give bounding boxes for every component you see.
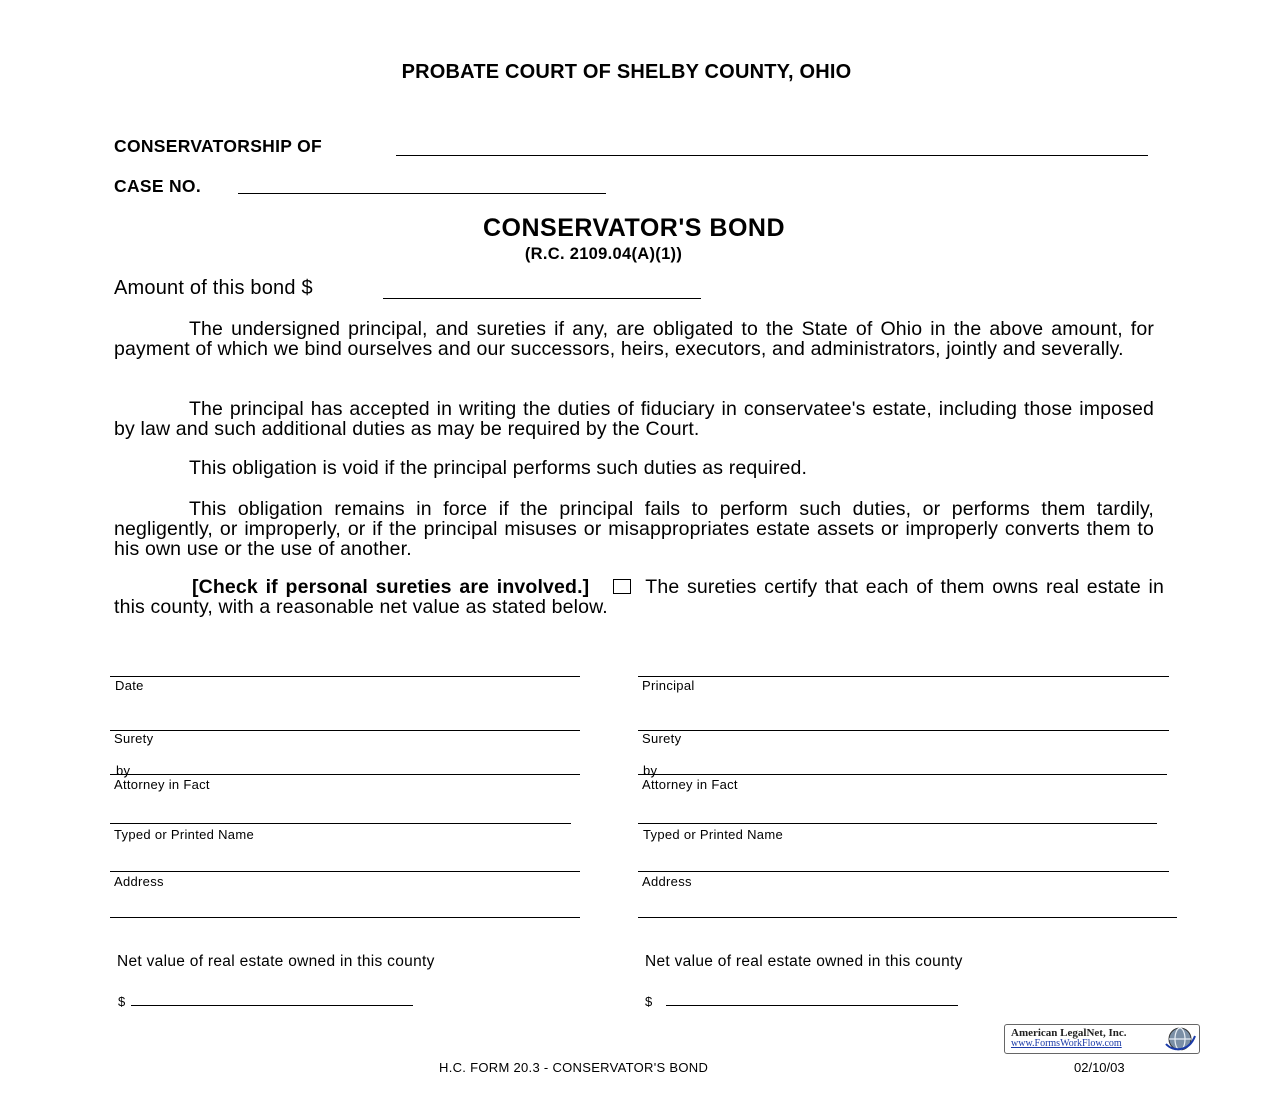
left-dollar-sign: $ xyxy=(118,994,126,1009)
paragraph-obligation-text: The undersigned principal, and sureties if any, are obligated to the State of Ohio in the above amount, for payment of which we bind ourselves and our successors, heirs, executors, and administrators, jointly and severally. xyxy=(114,318,1154,360)
paragraph-sureties xyxy=(114,577,1164,617)
left-net-value-label: Net value of real estate owned in this county xyxy=(117,953,435,970)
right-address-line-2[interactable] xyxy=(638,917,1177,918)
paragraph-in-force xyxy=(114,499,1154,559)
case-no-field[interactable] xyxy=(238,193,606,194)
left-surety-label: Surety xyxy=(114,731,154,746)
principal-label: Principal xyxy=(642,678,695,693)
sureties-checkbox[interactable] xyxy=(613,579,631,594)
right-net-value-label: Net value of real estate owned in this county xyxy=(645,953,963,970)
form-title: CONSERVATOR'S BOND xyxy=(482,214,786,242)
form-number: H.C. FORM 20.3 - CONSERVATOR'S BOND xyxy=(439,1060,709,1075)
right-net-value-field[interactable] xyxy=(666,1005,958,1006)
right-address-label: Address xyxy=(642,874,692,889)
left-typed-name-label: Typed or Printed Name xyxy=(114,827,254,842)
date-line[interactable] xyxy=(110,676,580,677)
check-sureties-label: [Check if personal sureties are involved.] xyxy=(192,576,590,598)
paragraph-void-text: This obligation is void if the principal performs such duties as required. xyxy=(189,457,808,479)
statute-reference: (R.C. 2109.04(A)(1)) xyxy=(524,245,683,263)
right-dollar-sign: $ xyxy=(645,994,653,1009)
right-typed-name-label: Typed or Printed Name xyxy=(643,827,783,842)
american-legalnet-logo[interactable] xyxy=(1004,1024,1200,1054)
form-revision-date: 02/10/03 xyxy=(1074,1060,1125,1075)
right-attorney-line[interactable] xyxy=(638,774,1167,775)
left-surety-line[interactable] xyxy=(110,730,580,731)
paragraph-sureties-text: The sureties certify that each of them owns real estate in this county, with a reasonable net value as stated below. xyxy=(114,576,1164,618)
right-address-line[interactable] xyxy=(638,871,1169,872)
principal-line[interactable] xyxy=(638,676,1169,677)
left-attorney-line[interactable] xyxy=(110,774,580,775)
left-by-label: by xyxy=(116,763,131,778)
paragraph-duties xyxy=(114,399,1154,439)
globe-icon xyxy=(1163,1026,1197,1052)
right-typed-name-line[interactable] xyxy=(638,823,1157,824)
right-attorney-label: Attorney in Fact xyxy=(642,777,738,792)
paragraph-obligation xyxy=(114,319,1154,359)
conservatorship-field[interactable] xyxy=(396,155,1148,156)
paragraph-void xyxy=(114,458,1154,478)
conservatorship-label: CONSERVATORSHIP OF xyxy=(114,136,322,156)
logo-url-link[interactable]: www.FormsWorkFlow.com xyxy=(1011,1038,1122,1049)
right-by-label: by xyxy=(643,763,658,778)
left-typed-name-line[interactable] xyxy=(110,823,571,824)
left-address-line-2[interactable] xyxy=(110,917,580,918)
amount-label: Amount of this bond $ xyxy=(114,277,313,299)
amount-field[interactable] xyxy=(383,298,701,299)
date-label: Date xyxy=(115,678,144,693)
left-address-line[interactable] xyxy=(110,871,580,872)
paragraph-in-force-text: This obligation remains in force if the principal fails to perform such duties, or performs them tardily, negligently, or improperly, or if the principal misuses or misappropriates estate assets or improperly converts them to his own use or the use of another. xyxy=(114,498,1154,560)
left-net-value-field[interactable] xyxy=(131,1005,413,1006)
right-surety-label: Surety xyxy=(642,731,682,746)
right-surety-line[interactable] xyxy=(638,730,1169,731)
left-address-label: Address xyxy=(114,874,164,889)
left-attorney-label: Attorney in Fact xyxy=(114,777,210,792)
logo-company-name: American LegalNet, Inc. xyxy=(1011,1027,1127,1039)
court-name: PROBATE COURT OF SHELBY COUNTY, OHIO xyxy=(401,61,852,83)
paragraph-duties-text: The principal has accepted in writing the duties of fiduciary in conservatee's estate, including those imposed by law and such additional duties as may be required by the Court. xyxy=(114,398,1154,440)
case-no-label: CASE NO. xyxy=(114,176,201,196)
